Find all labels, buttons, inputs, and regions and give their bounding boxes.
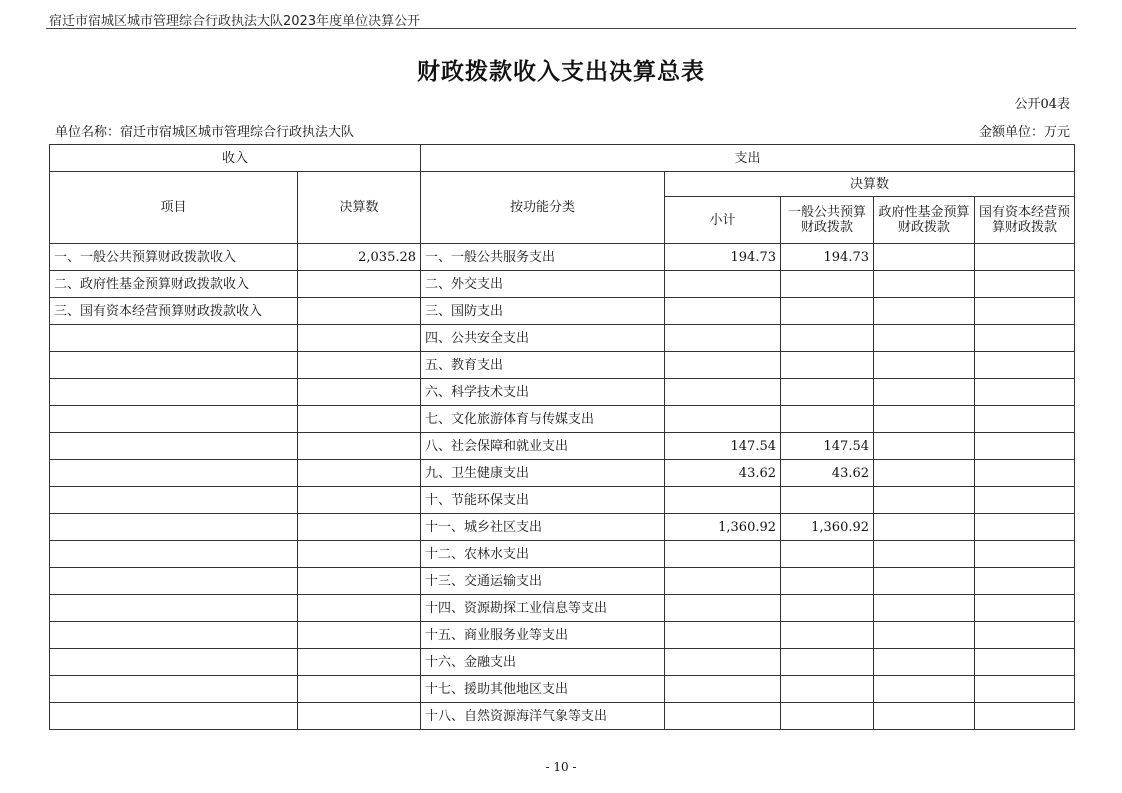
header-rule	[46, 28, 1076, 29]
gov-fund-cell	[874, 406, 975, 433]
gov-fund-cell	[874, 703, 975, 730]
state-capital-cell	[975, 460, 1075, 487]
income-item-cell	[50, 595, 298, 622]
income-amount-cell	[298, 298, 421, 325]
expense-item-cell: 四、公共安全支出	[421, 325, 665, 352]
gov-fund-header: 政府性基金预算财政拨款	[874, 197, 975, 244]
income-amount-cell	[298, 352, 421, 379]
general-budget-cell: 194.73	[781, 244, 874, 271]
subtotal-cell	[665, 622, 781, 649]
subtotal-cell	[665, 595, 781, 622]
table-row	[50, 379, 1075, 406]
table-row	[50, 676, 1075, 703]
gov-fund-cell	[874, 298, 975, 325]
income-item-cell: 二、政府性基金预算财政拨款收入	[50, 271, 298, 298]
income-amount-cell	[298, 649, 421, 676]
expense-item-cell: 一、一般公共服务支出	[421, 244, 665, 271]
subtotal-cell: 194.73	[665, 244, 781, 271]
general-budget-cell	[781, 541, 874, 568]
income-amount-cell	[298, 703, 421, 730]
income-item-cell	[50, 460, 298, 487]
subtotal-cell	[665, 271, 781, 298]
general-budget-cell	[781, 568, 874, 595]
gov-fund-cell	[874, 433, 975, 460]
state-capital-cell	[975, 487, 1075, 514]
expense-item-cell: 九、卫生健康支出	[421, 460, 665, 487]
page-number: - 10 -	[545, 760, 577, 774]
income-amount-cell	[298, 622, 421, 649]
subtotal-cell	[665, 703, 781, 730]
general-budget-cell	[781, 487, 874, 514]
table-row	[50, 514, 1075, 541]
state-capital-cell	[975, 271, 1075, 298]
income-header: 收入	[50, 145, 421, 172]
gov-fund-cell	[874, 676, 975, 703]
gov-fund-cell	[874, 568, 975, 595]
state-capital-cell	[975, 595, 1075, 622]
income-item-cell: 三、国有资本经营预算财政拨款收入	[50, 298, 298, 325]
table-row	[50, 244, 1075, 271]
income-item-cell	[50, 649, 298, 676]
income-item-cell	[50, 622, 298, 649]
general-budget-cell	[781, 379, 874, 406]
unit-name: 单位名称：宿迁市宿城区城市管理综合行政执法大队	[55, 125, 355, 140]
general-budget-cell	[781, 703, 874, 730]
gov-fund-cell	[874, 514, 975, 541]
state-capital-cell	[975, 568, 1075, 595]
subtotal-cell: 147.54	[665, 433, 781, 460]
gov-fund-cell	[874, 352, 975, 379]
state-capital-cell	[975, 622, 1075, 649]
table-row	[50, 406, 1075, 433]
subtotal-cell	[665, 568, 781, 595]
income-item-cell	[50, 487, 298, 514]
gov-fund-cell	[874, 622, 975, 649]
expense-item-cell: 五、教育支出	[421, 352, 665, 379]
income-item-cell	[50, 379, 298, 406]
expense-header: 支出	[421, 145, 1075, 172]
subtotal-cell	[665, 649, 781, 676]
general-budget-cell	[781, 298, 874, 325]
subtotal-cell	[665, 406, 781, 433]
expense-item-cell: 六、科学技术支出	[421, 379, 665, 406]
state-capital-cell	[975, 379, 1075, 406]
expense-item-cell: 二、外交支出	[421, 271, 665, 298]
income-amount-header: 决算数	[298, 172, 421, 244]
income-amount-cell	[298, 487, 421, 514]
expense-item-cell: 三、国防支出	[421, 298, 665, 325]
income-amount-cell	[298, 433, 421, 460]
general-budget-cell: 147.54	[781, 433, 874, 460]
gov-fund-cell	[874, 460, 975, 487]
expense-item-cell: 十八、自然资源海洋气象等支出	[421, 703, 665, 730]
state-capital-cell	[975, 406, 1075, 433]
income-amount-cell	[298, 325, 421, 352]
state-capital-cell	[975, 325, 1075, 352]
gov-fund-cell	[874, 649, 975, 676]
general-budget-header: 一般公共预算财政拨款	[781, 197, 874, 244]
general-budget-cell: 43.62	[781, 460, 874, 487]
gov-fund-cell	[874, 379, 975, 406]
table-row	[50, 568, 1075, 595]
table-row	[50, 325, 1075, 352]
gov-fund-cell	[874, 244, 975, 271]
income-amount-cell	[298, 271, 421, 298]
state-capital-cell	[975, 244, 1075, 271]
general-budget-cell	[781, 676, 874, 703]
subtotal-header: 小计	[665, 197, 781, 244]
table-row	[50, 649, 1075, 676]
table-row	[50, 460, 1075, 487]
income-item-cell	[50, 541, 298, 568]
expense-item-cell: 十三、交通运输支出	[421, 568, 665, 595]
income-item-cell	[50, 352, 298, 379]
subtotal-cell: 1,360.92	[665, 514, 781, 541]
table-row	[50, 541, 1075, 568]
income-amount-cell	[298, 541, 421, 568]
general-budget-cell	[781, 406, 874, 433]
subtotal-cell	[665, 379, 781, 406]
general-budget-cell	[781, 271, 874, 298]
expense-item-cell: 十、节能环保支出	[421, 487, 665, 514]
subtotal-cell	[665, 541, 781, 568]
income-item-cell	[50, 406, 298, 433]
general-budget-cell	[781, 352, 874, 379]
subtotal-cell	[665, 487, 781, 514]
state-capital-cell	[975, 541, 1075, 568]
expense-amount-header: 决算数	[665, 172, 1075, 197]
general-budget-cell	[781, 325, 874, 352]
income-amount-cell	[298, 406, 421, 433]
income-item-cell	[50, 676, 298, 703]
general-budget-cell	[781, 649, 874, 676]
budget-summary-table	[49, 144, 1075, 730]
income-item-cell	[50, 433, 298, 460]
table-code: 公开04表	[1014, 97, 1070, 112]
income-item-cell	[50, 703, 298, 730]
gov-fund-cell	[874, 595, 975, 622]
state-capital-cell	[975, 676, 1075, 703]
by-function-header: 按功能分类	[421, 172, 665, 244]
state-capital-cell	[975, 514, 1075, 541]
income-amount-cell	[298, 676, 421, 703]
expense-item-cell: 十七、援助其他地区支出	[421, 676, 665, 703]
state-capital-header: 国有资本经营预算财政拨款	[975, 197, 1075, 244]
income-amount-cell	[298, 514, 421, 541]
subtotal-cell	[665, 352, 781, 379]
table-row	[50, 298, 1075, 325]
income-item-cell: 一、一般公共预算财政拨款收入	[50, 244, 298, 271]
table-row	[50, 433, 1075, 460]
table-row	[50, 271, 1075, 298]
general-budget-cell: 1,360.92	[781, 514, 874, 541]
state-capital-cell	[975, 433, 1075, 460]
expense-item-cell: 十五、商业服务业等支出	[421, 622, 665, 649]
item-header: 项目	[50, 172, 298, 244]
unit-amount: 金额单位：万元	[978, 125, 1070, 140]
income-item-cell	[50, 514, 298, 541]
expense-item-cell: 十四、资源勘探工业信息等支出	[421, 595, 665, 622]
table-row	[50, 703, 1075, 730]
state-capital-cell	[975, 352, 1075, 379]
table-row	[50, 487, 1075, 514]
gov-fund-cell	[874, 487, 975, 514]
income-item-cell	[50, 325, 298, 352]
gov-fund-cell	[874, 325, 975, 352]
table-row	[50, 595, 1075, 622]
expense-item-cell: 八、社会保障和就业支出	[421, 433, 665, 460]
state-capital-cell	[975, 703, 1075, 730]
running-header: 宿迁市宿城区城市管理综合行政执法大队2023年度单位决算公开	[49, 14, 421, 29]
income-amount-cell	[298, 379, 421, 406]
subtotal-cell: 43.62	[665, 460, 781, 487]
page-title: 财政拨款收入支出决算总表	[417, 59, 705, 85]
income-amount-cell	[298, 595, 421, 622]
state-capital-cell	[975, 298, 1075, 325]
general-budget-cell	[781, 595, 874, 622]
expense-item-cell: 十六、金融支出	[421, 649, 665, 676]
income-amount-cell: 2,035.28	[298, 244, 421, 271]
table-row	[50, 352, 1075, 379]
general-budget-cell	[781, 622, 874, 649]
subtotal-cell	[665, 325, 781, 352]
expense-item-cell: 七、文化旅游体育与传媒支出	[421, 406, 665, 433]
expense-item-cell: 十一、城乡社区支出	[421, 514, 665, 541]
subtotal-cell	[665, 298, 781, 325]
subtotal-cell	[665, 676, 781, 703]
income-amount-cell	[298, 460, 421, 487]
income-amount-cell	[298, 568, 421, 595]
gov-fund-cell	[874, 271, 975, 298]
table-row	[50, 622, 1075, 649]
gov-fund-cell	[874, 541, 975, 568]
state-capital-cell	[975, 649, 1075, 676]
expense-item-cell: 十二、农林水支出	[421, 541, 665, 568]
income-item-cell	[50, 568, 298, 595]
